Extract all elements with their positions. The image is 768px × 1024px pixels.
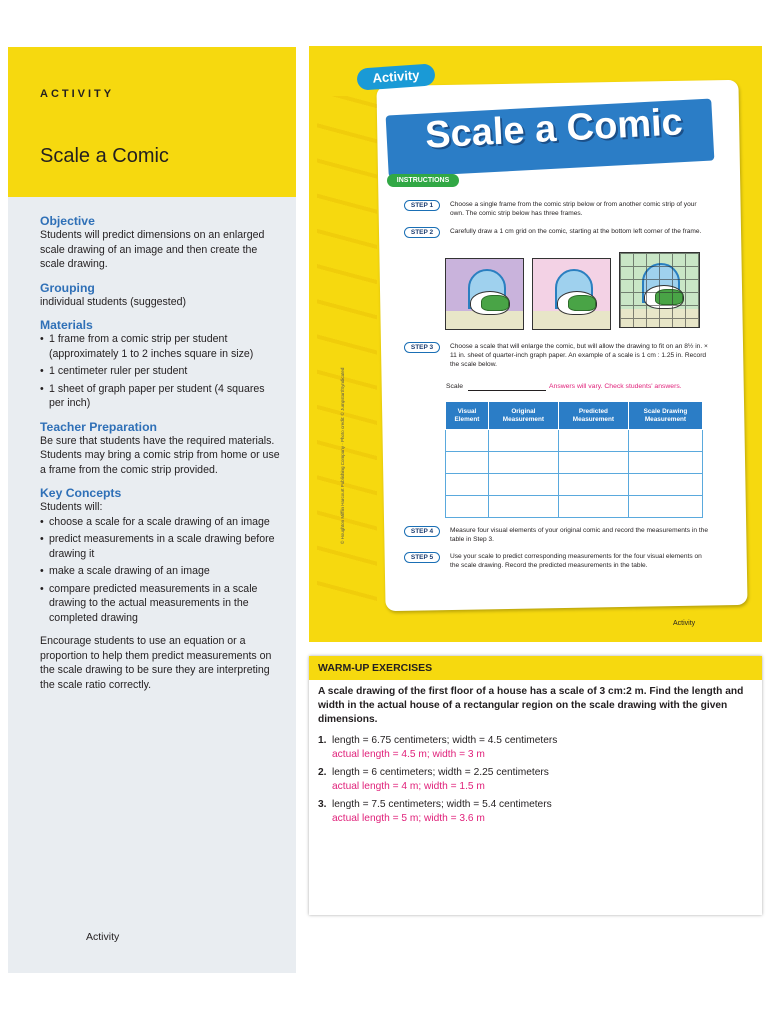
- cartoon-blanket: [481, 295, 509, 311]
- column-header: Scale Drawing Measurement: [628, 402, 702, 430]
- column-header: Visual Element: [446, 402, 489, 430]
- exercise-item: [318, 766, 718, 793]
- objective-heading: Objective: [40, 214, 95, 228]
- scale-label: Scale: [446, 383, 464, 390]
- photo-credit: © Houghton Mifflin Harcourt Publishing Company · Photo credit: © Jumpstart/Syndicated: [340, 367, 345, 544]
- step-label: STEP 3: [404, 342, 440, 353]
- column-header: Predicted Measurement: [558, 402, 628, 430]
- exercise-number: 1.: [318, 735, 327, 746]
- exercise-number: 2.: [318, 767, 327, 778]
- list-item: • compare predicted measurements in a scale drawing to the actual measurements in the completed drawing: [40, 582, 280, 626]
- exercise-question: length = 6.75 centimeters; width = 4.5 centimeters: [332, 735, 558, 746]
- key-concepts-list: [40, 515, 280, 626]
- grouping-text: individual students (suggested): [40, 295, 187, 308]
- decorative-pattern: [317, 96, 377, 616]
- step-text: Choose a scale that will enlarge the comic, but will allow the drawing to fit on an 8½ in. × 11 in. sheet of quarter-inch graph paper. An example of a scale is 1 cm : 1.25 in. Record the scale below.: [450, 343, 708, 368]
- teacher-prep-section: [40, 420, 280, 478]
- teacher-prep-text: Be sure that students have the required materials. Students may bring a comic strip from home or use a frame from the comic strip provided.: [40, 434, 280, 476]
- grouping-heading: Grouping: [40, 280, 95, 295]
- table-row: [446, 430, 703, 452]
- exercise-number: 3.: [318, 799, 327, 810]
- sidebar-header: [8, 47, 296, 197]
- list-item: • make a scale drawing of an image: [40, 564, 280, 579]
- warmup-prompt: A scale drawing of the first floor of a house has a scale of 3 cm:2 m. Find the length and width in the actual house of a rectangular region on the scale drawing with the given dimensions.: [318, 686, 744, 725]
- step-text: Measure four visual elements of your original comic and record the measurements in the table in Step 3.: [450, 527, 709, 543]
- step-text: Use your scale to predict corresponding measurements for the four visual elements on the scale drawing. Record the predicted measurements in the table.: [450, 553, 702, 569]
- sidebar-body: [8, 197, 296, 973]
- materials-section: [40, 318, 280, 411]
- table-row: [446, 474, 703, 496]
- instructions-label: INSTRUCTIONS: [387, 174, 459, 187]
- exercise-item: [318, 798, 718, 825]
- preview-title: Scale a Comic: [424, 101, 684, 157]
- list-item: • 1 centimeter ruler per student: [40, 364, 280, 379]
- measurement-table: [445, 401, 703, 518]
- teacher-prep-heading: Teacher Preparation: [40, 419, 157, 434]
- exercise-question: length = 6 centimeters; width = 2.25 centimeters: [332, 767, 549, 778]
- step-text: Choose a single frame from the comic strip below or from another comic strip of your own. The comic strip below has three frames.: [450, 201, 697, 217]
- list-item: • choose a scale for a scale drawing of an image: [40, 515, 280, 530]
- materials-heading: Materials: [40, 318, 93, 332]
- materials-list: [40, 332, 280, 411]
- step-text: Carefully draw a 1 cm grid on the comic, starting at the bottom left corner of the frame.: [450, 228, 702, 235]
- warmup-exercises: [309, 656, 762, 915]
- list-item: • predict measurements in a scale drawing before drawing it: [40, 532, 280, 561]
- exercise-answer: actual length = 4 m; width = 1.5 m: [332, 780, 485, 792]
- exercise-item: [318, 734, 718, 761]
- objective-section: [40, 214, 280, 272]
- warmup-header: [309, 656, 762, 680]
- column-header: Original Measurement: [488, 402, 558, 430]
- sidebar-footer: Activity: [86, 931, 120, 943]
- preview-footer: Activity: [673, 620, 696, 627]
- comic-frame-1: [445, 258, 524, 330]
- step-label: STEP 2: [404, 227, 440, 238]
- step-label: STEP 5: [404, 552, 440, 563]
- activity-kicker: ACTIVITY: [40, 88, 115, 100]
- teacher-notes: [40, 214, 280, 692]
- list-item: • 1 sheet of graph paper per student (4 squares per inch): [40, 382, 280, 411]
- grouping-section: [40, 281, 280, 310]
- comic-frame-2: [532, 258, 611, 330]
- page-title: Scale a Comic: [40, 145, 169, 167]
- exercise-answer: actual length = 5 m; width = 3.6 m: [332, 812, 485, 824]
- exercise-answer: actual length = 4.5 m; width = 3 m: [332, 748, 485, 760]
- cm-grid-overlay: [620, 253, 699, 327]
- cartoon-blanket: [568, 295, 596, 311]
- list-item: • 1 frame from a comic strip per student (approximately 1 to 2 inches square in size): [40, 332, 280, 361]
- table-header-row: [446, 402, 703, 430]
- key-concepts-intro: Students will:: [40, 501, 103, 513]
- scale-blank-line: [468, 390, 546, 391]
- scale-answer: Answers will vary. Check students' answers.: [549, 383, 682, 390]
- exercise-question: length = 7.5 centimeters; width = 5.4 centimeters: [332, 799, 552, 810]
- key-concepts-section: [40, 486, 280, 625]
- table-row: [446, 496, 703, 518]
- comic-frame-3-gridded: [619, 252, 700, 328]
- warmup-title: WARM-UP EXERCISES: [318, 662, 433, 674]
- table-row: [446, 452, 703, 474]
- activity-tab: Activity: [356, 63, 435, 90]
- step-label: STEP 4: [404, 526, 440, 537]
- key-concepts-heading: Key Concepts: [40, 486, 122, 500]
- objective-text: Students will predict dimensions on an enlarged scale drawing of an image and then create the scale drawing.: [40, 229, 265, 270]
- closing-text: Encourage students to use an equation or a proportion to help them predict measurements on the scale drawing to be sure they are interpreting the scale ratio correctly.: [40, 635, 272, 691]
- step-label: STEP 1: [404, 200, 440, 211]
